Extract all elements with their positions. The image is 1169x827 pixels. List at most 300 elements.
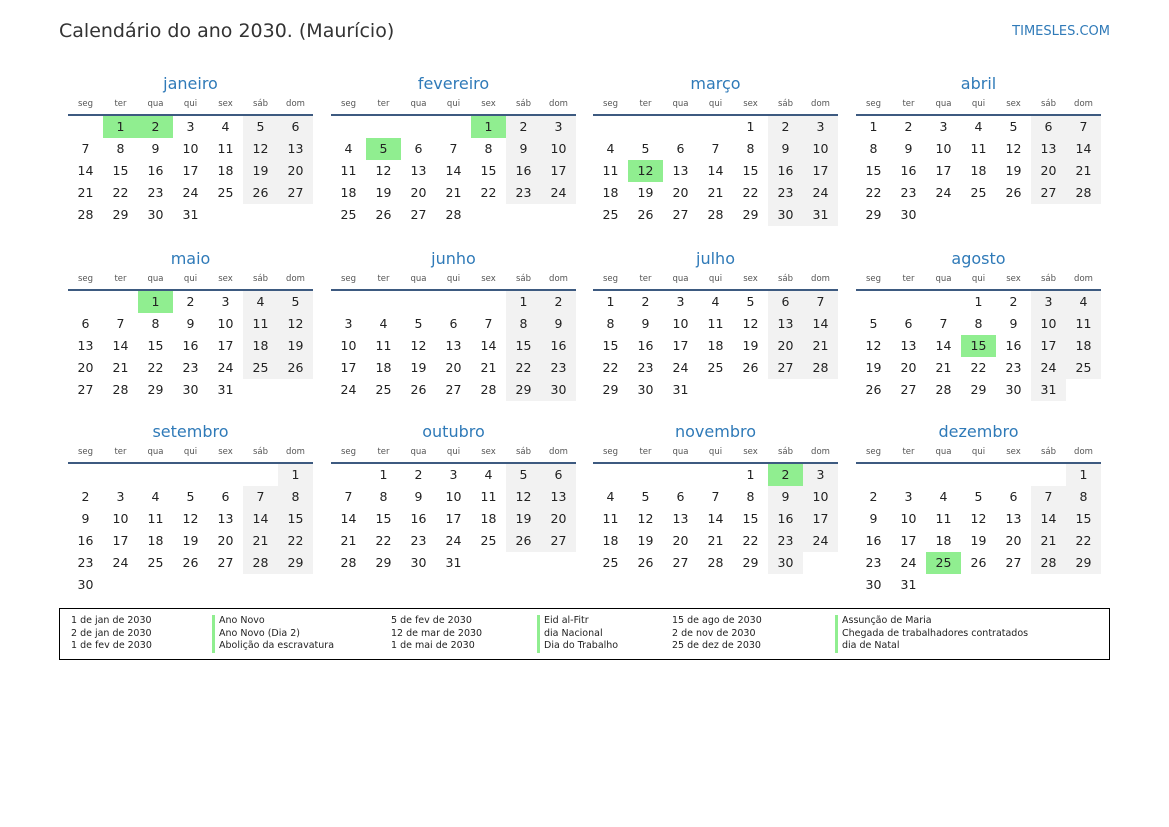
week-row [331,313,576,335]
day-cell: 13 [278,138,313,160]
weekday-label: sex [481,447,496,457]
week-row [68,160,313,182]
day-cell: 14 [112,338,129,353]
day-cell: 3 [1031,291,1066,313]
day-cell: 30 [147,207,164,222]
day-cell: 13 [445,338,462,353]
weekday-header [593,94,838,116]
day-cell: 11 [147,511,164,526]
empty-cell [996,464,1031,486]
day-cell: 3 [344,316,353,331]
day-cell: 22 [970,360,987,375]
empty-cell [926,574,961,596]
legend-names-col-3 [835,615,1028,653]
weekday-label: seg [77,447,94,457]
day-cell: 9 [768,486,803,508]
month-name: janeiro [163,74,218,93]
weekday-label: qui [708,447,723,457]
day-cell: 17 [672,338,689,353]
empty-cell [506,204,541,226]
week-row [331,335,576,357]
day-cell: 15 [602,338,619,353]
day-cell: 1 [746,467,755,482]
week-row [856,182,1101,204]
day-cell: 25 [217,185,234,200]
day-cell: 22 [147,360,164,375]
day-cell: 10 [935,141,952,156]
empty-cell [891,291,926,313]
day-cell: 2 [541,291,576,313]
empty-cell [103,574,138,596]
empty-cell [103,291,138,313]
weekday-label: seg [340,274,357,284]
day-cell: 17 [182,163,199,178]
legend-holiday-name: Assunção de Maria [835,615,1028,628]
day-cell: 13 [410,163,427,178]
day-cell: 6 [768,291,803,313]
day-cell: 1 [974,294,983,309]
empty-cell [471,291,506,313]
holiday-day-cell: 2 [138,116,173,138]
holiday-day-cell: 1 [138,291,173,313]
weekday-label: seg [340,447,357,457]
day-cell: 20 [900,360,917,375]
day-cell: 9 [641,316,650,331]
empty-cell [401,291,436,313]
week-row [593,335,838,357]
month-name: fevereiro [417,74,490,93]
holiday-day-cell: 12 [628,160,663,182]
month-novembro [593,422,838,574]
day-cell: 20 [672,185,689,200]
day-cell: 5 [1009,119,1018,134]
day-cell: 17 [1031,335,1066,357]
week-row [856,486,1101,508]
day-cell: 7 [803,291,838,313]
day-cell: 29 [865,207,882,222]
day-cell: 25 [340,207,357,222]
weekday-label: qui [183,447,198,457]
weekday-label: qui [446,447,461,457]
day-cell: 20 [410,185,427,200]
day-cell: 2 [869,489,878,504]
day-cell: 7 [484,316,493,331]
day-cell: 23 [768,182,803,204]
day-cell: 16 [541,335,576,357]
day-cell: 19 [506,508,541,530]
week-row [856,464,1101,486]
weekday-label: qua [935,447,952,457]
day-cell: 6 [414,141,423,156]
empty-cell [1066,204,1101,226]
day-cell: 3 [676,294,685,309]
day-cell: 12 [375,163,392,178]
empty-cell [68,464,103,486]
day-cell: 25 [970,185,987,200]
day-cell: 17 [217,338,234,353]
day-cell: 16 [900,163,917,178]
month-julho [593,249,838,401]
day-cell: 23 [1005,360,1022,375]
weekday-label: seg [602,99,619,109]
day-cell: 4 [974,119,983,134]
weekday-label: dom [1074,274,1093,284]
day-cell: 23 [768,530,803,552]
day-cell: 5 [641,141,650,156]
empty-cell [401,116,436,138]
week-row [331,160,576,182]
empty-cell [278,574,313,596]
week-row [68,464,313,486]
month-name: abril [960,74,997,93]
day-cell: 5 [974,489,983,504]
empty-cell [138,464,173,486]
day-cell: 7 [116,316,125,331]
day-cell: 31 [1031,379,1066,401]
day-cell: 15 [112,163,129,178]
day-cell: 1 [379,467,388,482]
week-row [331,357,576,379]
day-cell: 10 [217,316,234,331]
empty-cell [961,574,996,596]
day-cell: 10 [803,138,838,160]
day-cell: 28 [112,382,129,397]
day-cell: 26 [506,530,541,552]
day-cell: 14 [935,338,952,353]
month-name: outubro [422,422,485,441]
empty-cell [243,204,278,226]
week-row [593,464,838,486]
day-cell: 30 [768,552,803,574]
day-cell: 27 [278,182,313,204]
legend-date: 1 de mai de 2030 [391,640,475,651]
empty-cell [698,379,733,401]
day-cell: 25 [707,360,724,375]
week-row [593,204,838,226]
day-cell: 30 [1005,382,1022,397]
week-row [68,508,313,530]
weekday-label: dom [286,447,305,457]
day-cell: 2 [768,116,803,138]
day-cell: 7 [449,141,458,156]
weekday-label: ter [639,99,652,109]
empty-cell [996,204,1031,226]
day-cell: 25 [602,207,619,222]
weekday-label: qui [708,99,723,109]
empty-cell [663,116,698,138]
day-cell: 26 [375,207,392,222]
day-cell: 2 [904,119,913,134]
day-cell: 18 [340,185,357,200]
empty-cell [803,379,838,401]
day-cell: 15 [506,335,541,357]
legend-date: 5 de fev de 2030 [391,615,472,626]
weekday-label: sáb [1040,274,1057,284]
legend-holiday-name: Chegada de trabalhadores contratados [835,628,1028,641]
day-cell: 18 [935,533,952,548]
month-name: junho [431,249,476,268]
day-cell: 18 [480,511,497,526]
day-cell: 15 [480,163,497,178]
weekday-label: ter [114,274,127,284]
day-cell: 8 [151,316,160,331]
day-cell: 11 [935,511,952,526]
week-row [593,116,838,138]
weekday-label: ter [114,99,127,109]
day-cell: 19 [637,533,654,548]
weekday-label: ter [902,99,915,109]
day-cell: 26 [970,555,987,570]
day-cell: 26 [243,182,278,204]
weekday-header [856,94,1101,116]
day-cell: 16 [77,533,94,548]
empty-cell [541,552,576,574]
week-row [68,291,313,313]
day-cell: 6 [904,316,913,331]
empty-cell [698,116,733,138]
week-row [68,182,313,204]
day-cell: 1 [869,119,878,134]
day-cell: 31 [217,382,234,397]
week-row [856,138,1101,160]
day-cell: 29 [375,555,392,570]
day-cell: 20 [445,360,462,375]
day-cell: 21 [935,360,952,375]
weekday-label: ter [639,274,652,284]
weekday-label: sex [481,99,496,109]
day-cell: 8 [1066,486,1101,508]
weekday-label: ter [377,99,390,109]
weekday-label: seg [602,274,619,284]
day-cell: 5 [869,316,878,331]
weekday-label: qua [935,274,952,284]
day-cell: 31 [900,577,917,592]
day-cell: 13 [1031,138,1066,160]
empty-cell [733,379,768,401]
weekday-label: sáb [777,99,794,109]
day-cell: 27 [672,555,689,570]
day-cell: 13 [541,486,576,508]
page-title: Calendário do ano 2030. (Maurício) [59,20,395,42]
empty-cell [1031,574,1066,596]
day-cell: 16 [410,511,427,526]
empty-cell [366,116,401,138]
empty-cell [243,574,278,596]
empty-cell [331,464,366,486]
empty-cell [68,291,103,313]
day-cell: 28 [77,207,94,222]
day-cell: 27 [1005,555,1022,570]
day-cell: 18 [243,335,278,357]
week-row [593,160,838,182]
day-cell: 6 [1009,489,1018,504]
day-cell: 1 [278,464,313,486]
day-cell: 19 [865,360,882,375]
day-cell: 14 [445,163,462,178]
day-cell: 28 [480,382,497,397]
day-cell: 15 [742,511,759,526]
day-cell: 21 [340,533,357,548]
holiday-day-cell: 5 [366,138,401,160]
week-row [856,160,1101,182]
day-cell: 8 [974,316,983,331]
day-cell: 16 [768,160,803,182]
site-link[interactable]: TIMESLES.COM [1012,24,1110,39]
day-cell: 15 [1066,508,1101,530]
legend-names-col-1 [212,615,334,653]
day-cell: 31 [803,204,838,226]
week-row [331,552,576,574]
day-cell: 8 [869,141,878,156]
weekday-label: sex [743,99,758,109]
week-row [856,313,1101,335]
day-cell: 12 [182,511,199,526]
weekday-label: dom [1074,447,1093,457]
day-cell: 18 [707,338,724,353]
day-cell: 9 [768,138,803,160]
weekday-label: sáb [252,447,269,457]
weekday-label: qua [147,447,164,457]
legend-date: 25 de dez de 2030 [672,640,761,651]
day-cell: 23 [410,533,427,548]
day-cell: 24 [340,382,357,397]
day-cell: 16 [182,338,199,353]
weekday-label: seg [340,99,357,109]
day-cell: 4 [711,294,720,309]
week-row [856,204,1101,226]
day-cell: 22 [602,360,619,375]
day-cell: 20 [278,160,313,182]
day-cell: 2 [506,116,541,138]
day-cell: 30 [900,207,917,222]
month-setembro [68,422,313,596]
day-cell: 19 [243,160,278,182]
month-name: setembro [152,422,229,441]
week-row [331,291,576,313]
day-cell: 7 [711,489,720,504]
month-janeiro [68,74,313,226]
month-março [593,74,838,226]
weekday-label: ter [114,447,127,457]
day-cell: 12 [243,138,278,160]
day-cell: 8 [484,141,493,156]
day-cell: 29 [112,207,129,222]
empty-cell [768,379,803,401]
empty-cell [891,464,926,486]
day-cell: 18 [970,163,987,178]
empty-cell [926,291,961,313]
day-cell: 28 [935,382,952,397]
day-cell: 23 [865,555,882,570]
empty-cell [243,379,278,401]
week-row [331,379,576,401]
empty-cell [471,552,506,574]
day-cell: 7 [81,141,90,156]
weekday-header [856,442,1101,464]
day-cell: 6 [1031,116,1066,138]
empty-cell [436,291,471,313]
weekday-label: sáb [1040,99,1057,109]
weekday-label: qui [446,274,461,284]
day-cell: 26 [278,357,313,379]
weekday-label: sáb [515,99,532,109]
empty-cell [1031,204,1066,226]
day-cell: 24 [182,185,199,200]
day-cell: 11 [602,163,619,178]
weekday-label: ter [902,274,915,284]
weekday-label: dom [549,447,568,457]
empty-cell [471,204,506,226]
day-cell: 3 [221,294,230,309]
weekday-label: seg [602,447,619,457]
day-cell: 29 [970,382,987,397]
empty-cell [366,291,401,313]
day-cell: 7 [1031,486,1066,508]
empty-cell [506,552,541,574]
day-cell: 6 [81,316,90,331]
day-cell: 26 [742,360,759,375]
weekday-label: sáb [777,447,794,457]
month-agosto [856,249,1101,401]
day-cell: 10 [803,486,838,508]
day-cell: 13 [672,511,689,526]
empty-cell [278,379,313,401]
day-cell: 15 [278,508,313,530]
day-cell: 24 [445,533,462,548]
day-cell: 15 [865,163,882,178]
day-cell: 22 [375,533,392,548]
day-cell: 6 [676,489,685,504]
day-cell: 30 [768,204,803,226]
empty-cell [208,204,243,226]
week-row [68,204,313,226]
day-cell: 19 [182,533,199,548]
weekday-label: sex [481,274,496,284]
weekday-header [68,94,313,116]
empty-cell [173,464,208,486]
day-cell: 2 [641,294,650,309]
day-cell: 6 [541,464,576,486]
day-cell: 19 [410,360,427,375]
day-cell: 10 [445,489,462,504]
day-cell: 19 [970,533,987,548]
weekday-label: sex [1006,447,1021,457]
legend-holiday-name: Abolição da escravatura [212,640,334,653]
day-cell: 30 [410,555,427,570]
week-row [68,335,313,357]
day-cell: 23 [182,360,199,375]
day-cell: 10 [900,511,917,526]
day-cell: 25 [375,382,392,397]
day-cell: 21 [112,360,129,375]
day-cell: 14 [340,511,357,526]
day-cell: 23 [147,185,164,200]
day-cell: 21 [1066,160,1101,182]
empty-cell [331,116,366,138]
day-cell: 13 [217,511,234,526]
day-cell: 30 [77,577,94,592]
week-row [856,574,1101,596]
week-row [331,530,576,552]
day-cell: 28 [803,357,838,379]
day-cell: 14 [803,313,838,335]
week-row [331,486,576,508]
weekday-label: qua [147,274,164,284]
day-cell: 13 [768,313,803,335]
weekday-label: dom [286,99,305,109]
legend-holiday-name: Ano Novo [212,615,334,628]
weekday-label: seg [865,99,882,109]
